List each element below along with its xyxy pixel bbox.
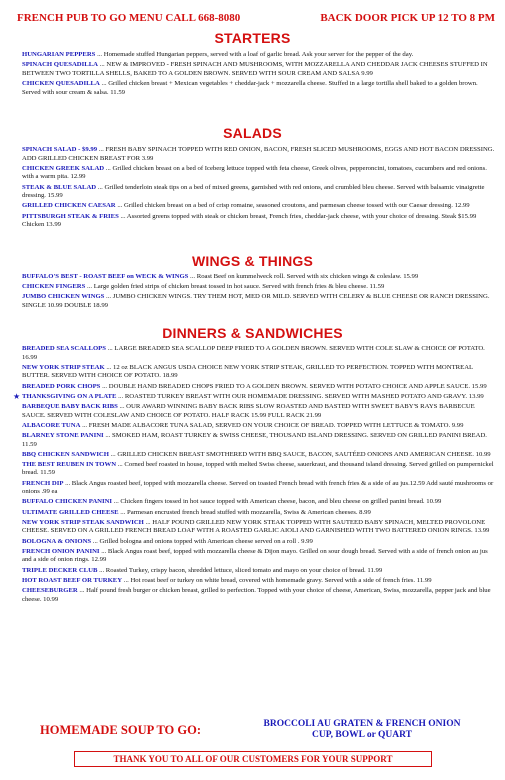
thank-you-banner: THANK YOU TO ALL OF OUR CUSTOMERS FOR YOUR SUPPORT [74, 751, 432, 767]
menu-item [22, 509, 495, 518]
menu-item-name: SPINACH SALAD - $9.99 [22, 146, 98, 153]
menu-item-description: ... Assorted greens topped with steak or chicken breast, French fries, cheddar-jack cheese, with your choice of dressing. Steak $15.99 Chicken 13.99 [22, 212, 477, 229]
dinners-title: DINNERS & SANDWICHES [162, 325, 343, 341]
menu-item-name: ULTIMATE GRILLED CHEESE [22, 508, 119, 516]
menu-item-name: GRILLED CHICKEN CAESAR [22, 202, 116, 210]
menu-item-description: ... SMOKED HAM, ROAST TURKEY & SWISS CHEESE, THOUSAND ISLAND DRESSING. SERVED ON GRILLED PANINI BREAD. 11.59 [22, 431, 487, 448]
menu-item [22, 165, 495, 182]
menu-item [22, 548, 495, 565]
menu-item [22, 567, 495, 576]
menu-item-name: BLARNEY STONE PANINI [22, 431, 104, 439]
menu-item-name: BREADED PORK CHOPS [22, 382, 101, 390]
menu-item-description: ... Hot roast beef or turkey on white bread, covered with homemade gravy. Served with a side of french fries. 11.99 [122, 576, 432, 584]
menu-item [22, 538, 495, 547]
menu-item [22, 403, 495, 420]
menu-item-description: ... Roasted Turkey, crispy bacon, shredded lettuce, sliced tomato and mayo on your choice of bread. 11.99 [97, 566, 383, 574]
menu-item [22, 498, 495, 507]
menu-item-description: ... Grilled chicken breast on a bed of crisp romaine, seasoned croutons, and parmesan cheese tossed with our Caesar dressing. 12.99 [115, 202, 470, 210]
starters-section [0, 30, 505, 99]
menu-item [22, 213, 495, 230]
menu-item-description: ... Grilled chicken breast on a bed of Iceberg lettuce topped with feta cheese, Greek olives, pepperoncini, tomatoes, cucumbers and red onions. with a warm pita. 12.99 [22, 164, 487, 181]
menu-item-description: ... Chicken fingers tossed in hot sauce topped with American cheese, bacon, and bleu cheese on grilled panini bread. 10.99 [112, 498, 442, 506]
menu-item-name: BBQ CHICKEN SANDWICH [22, 450, 109, 458]
menu-item-name: HUNGARIAN PEPPERS [22, 51, 96, 58]
menu-item-description: ... Corned beef roasted in house, topped with melted Swiss cheese, sauerkraut, and thousand island dressing. Served grilled on pumpernickel bread. 11.59 [22, 460, 494, 477]
menu-item [22, 422, 495, 431]
menu-item [22, 577, 495, 586]
menu-item-description: ... DOUBLE HAND BREADED CHOPS FRIED TO A GOLDEN BROWN. SERVED WITH POTATO CHOICE AND APPLE SAUCE. 15.99 [100, 382, 487, 390]
menu-item-name: BUFFALO'S BEST - ROAST BEEF on WECK & WINGS [22, 273, 189, 280]
menu-item [22, 345, 495, 362]
dinners-list [0, 345, 505, 604]
menu-item-description: ... ROASTED TURKEY BREAST WITH OUR HOMEMADE DRESSING. SERVED WITH MASHED POTATO AND GRAVY. 13.99 [116, 392, 484, 400]
menu-item [22, 80, 495, 97]
menu-item-description: ... Large golden fried strips of chicken breast tossed in hot sauce. Served with french fries & bleu cheese. 11.59 [85, 283, 385, 291]
menu-item-name: BOLOGNA & ONIONS [22, 537, 92, 545]
menu-item [22, 587, 495, 604]
menu-item [22, 146, 495, 163]
menu-item-description: ... LARGE BREADED SEA SCALLOP DEEP FRIED TO A GOLDEN BROWN. SERVED WITH COLE SLAW & CHOICE OF POTATO. 16.99 [22, 345, 485, 361]
menu-item-description: ... Half pound fresh burger or chicken breast, grilled to perfection. Topped with your choice of cheese, American, Swiss, mozzarella, pepper jack and blue cheese. 10.99 [22, 586, 491, 603]
menu-item-description: ... NEW & IMPROVED - FRESH SPINACH AND MUSHROOMS, WITH MOZZARELLA AND CHEDDAR JACK CHEESES STUFFED IN BETWEEN TWO TORTILLA SHELLS, BAKED TO A GOLDEN BROWN. SERVED WITH SOUR CREAM AND SALSA 9.99 [22, 61, 488, 77]
menu-item-name: NEW YORK STRIP STEAK SANDWICH [22, 518, 144, 526]
salads-section [0, 125, 505, 231]
menu-item-name: SPINACH QUESADILLA [22, 61, 98, 69]
header-pickup: BACK DOOR PICK UP 12 TO 8 PM [320, 12, 495, 24]
menu-item [22, 61, 495, 78]
menu-item-description: ... Parmesan encrusted french bread stuffed with mozzarella, Swiss & American cheeses. 8.99 [118, 508, 371, 516]
menu-item-name: ALBACORE TUNA [22, 421, 81, 429]
menu-item-description: ... OUR AWARD WINNING BABY BACK RIBS SLOW ROASTED AND BASTED WITH SWEET BABY'S RAYS BARBECUE SAUCE. SERVED WITH COLESLAW AND CHOICE OF POTATO. HALF RACK 15.99 FULL RACK 21.99 [22, 402, 475, 419]
menu-header [0, 12, 505, 26]
menu-item-name: CHICKEN QUESADILLA [22, 79, 100, 87]
menu-item-description: ... 12 oz BLACK ANGUS USDA CHOICE NEW YORK STRIP STEAK, GRILLED TO PERFECTION. TOPPED WITH MONTREAL BUTTER. SERVED WITH CHOICE OF POTATO. 18.99 [22, 363, 473, 380]
menu-item-description: ... Grilled tenderloin steak tips on a bed of mixed greens, garnished with red onions, and crumbled bleu cheese. Served with balsamic vinaigrette dressing. 15.99 [22, 183, 485, 200]
wings-section [0, 253, 505, 312]
soup-line-2: CUP, BOWL or QUART [312, 730, 412, 740]
soup-line-1: BROCCOLI AU GRATEN & FRENCH ONION [263, 719, 461, 729]
menu-item [22, 432, 495, 449]
header-phone: FRENCH PUB TO GO MENU CALL 668-8080 [17, 12, 241, 24]
starters-title: STARTERS [214, 30, 291, 46]
starters-list [0, 51, 505, 97]
menu-item [22, 273, 495, 282]
soup-title: HOMEMADE SOUP TO GO: [40, 723, 202, 737]
menu-item-name: TRIPLE DECKER CLUB [22, 566, 98, 574]
menu-item-name: FRENCH DIP [22, 479, 64, 487]
menu-item-name: FRENCH ONION PANINI [22, 547, 100, 555]
menu-item-description: ... Grilled chicken breast + Mexican vegetables + cheddar-jack + mozzarella cheese. Stuffed in a large tortilla shell baked to a golden brown. Served with sour cream & salsa. 11.59 [22, 79, 478, 96]
menu-item-name: CHICKEN GREEK SALAD [22, 164, 105, 172]
menu-item-name: HOT ROAST BEEF OR TURKEY [22, 576, 123, 584]
wings-title: WINGS & THINGS [191, 253, 314, 269]
salads-title: SALADS [223, 125, 282, 141]
menu-item-description: ... GRILLED CHICKEN BREAST SMOTHERED WITH BBQ SAUCE, BACON, SAUTÉED ONIONS AND AMERICAN CHEESE. 10.99 [108, 450, 491, 458]
menu-item-description: ... FRESH MADE ALBACORE TUNA SALAD, SERVED ON YOUR CHOICE OF BREAD. TOPPED WITH LETTUCE & TOMATO. 9.99 [80, 421, 464, 429]
menu-item-name: PITTSBURGH STEAK & FRIES [22, 212, 119, 220]
menu-item-name: THANKSGIVING ON A PLATE [22, 392, 117, 400]
menu-item-name: BUFFALO CHICKEN PANINI [22, 498, 113, 506]
soup-description [252, 719, 472, 741]
menu-item-description: ... JUMBO CHICKEN WINGS. TRY THEM HOT, MED OR MILD. SERVED WITH CELERY & BLUE CHEESE OR RANCH DRESSING. SINGLE 10.99 DOUBLE 18.99 [22, 293, 490, 309]
menu-item [13, 391, 495, 402]
star-icon: ★ [13, 391, 21, 401]
menu-item-name: STEAK & BLUE SALAD [22, 183, 97, 191]
menu-item-name: BREADED SEA SCALLOPS [22, 345, 106, 352]
menu-item [22, 51, 495, 60]
menu-item [22, 480, 495, 497]
menu-item-description: ... HALF POUND GRILLED NEW YORK STEAK TOPPED WITH SAUTEED BABY SPINACH, MELTED PROVOLONE CHEESE. SERVED ON A GRILLED FRENCH BREAD LOAF WITH A ROASTED GARLIC AIOLI AND GARNISHED WITH TWO BATTERED ONION RINGS. 13.99 [22, 518, 490, 535]
menu-item [22, 451, 495, 460]
menu-item [22, 383, 495, 392]
menu-item-description: ... Grilled bologna and onions topped with American cheese served on a roll . 9.99 [91, 537, 313, 545]
salads-list [0, 146, 505, 230]
menu-item-name: NEW YORK STRIP STEAK [22, 363, 105, 371]
menu-item-description: ... Black Angus roasted beef, topped with mozzarella cheese. Served on toasted French bread with french fries & a side of au jus.12.59 Add sauté mushrooms or onions .99 ea [22, 479, 494, 496]
menu-item [22, 461, 495, 478]
menu-item-description: ... Roast Beef on kummelweck roll. Served with six chicken wings & coleslaw. 15.99 [188, 273, 419, 280]
menu-item-description: ... Black Angus roast beef, topped with mozzarella cheese & Dijon mayo. Grilled on sour dough bread. Served with a side of french onion au jus and a side of onion rings. 12.99 [22, 547, 488, 564]
menu-item [22, 202, 495, 211]
menu-item-name: BARBEQUE BABY BACK RIBS [22, 402, 118, 410]
dinners-section [0, 325, 505, 606]
menu-item [22, 293, 495, 310]
menu-item-description: ... FRESH BABY SPINACH TOPPED WITH RED ONION, BACON, FRESH SLICED MUSHROOMS, EGGS AND HOT BACON DRESSING. ADD GRILLED CHICKEN BREAST FOR 3.99 [22, 146, 495, 162]
menu-item [22, 519, 495, 536]
menu-item-name: CHICKEN FINGERS [22, 283, 86, 291]
menu-item-name: JUMBO CHICKEN WINGS [22, 293, 105, 301]
menu-item-name: THE BEST REUBEN IN TOWN [22, 460, 117, 468]
menu-item [22, 364, 495, 381]
menu-item [22, 184, 495, 201]
menu-item [22, 283, 495, 292]
menu-item-description: ... Homemade stuffed Hungarian peppers, served with a loaf of garlic bread. Ask your server for the pepper of the day. [95, 51, 414, 58]
wings-list [0, 273, 505, 311]
menu-item-name: CHEESEBURGER [22, 586, 78, 594]
